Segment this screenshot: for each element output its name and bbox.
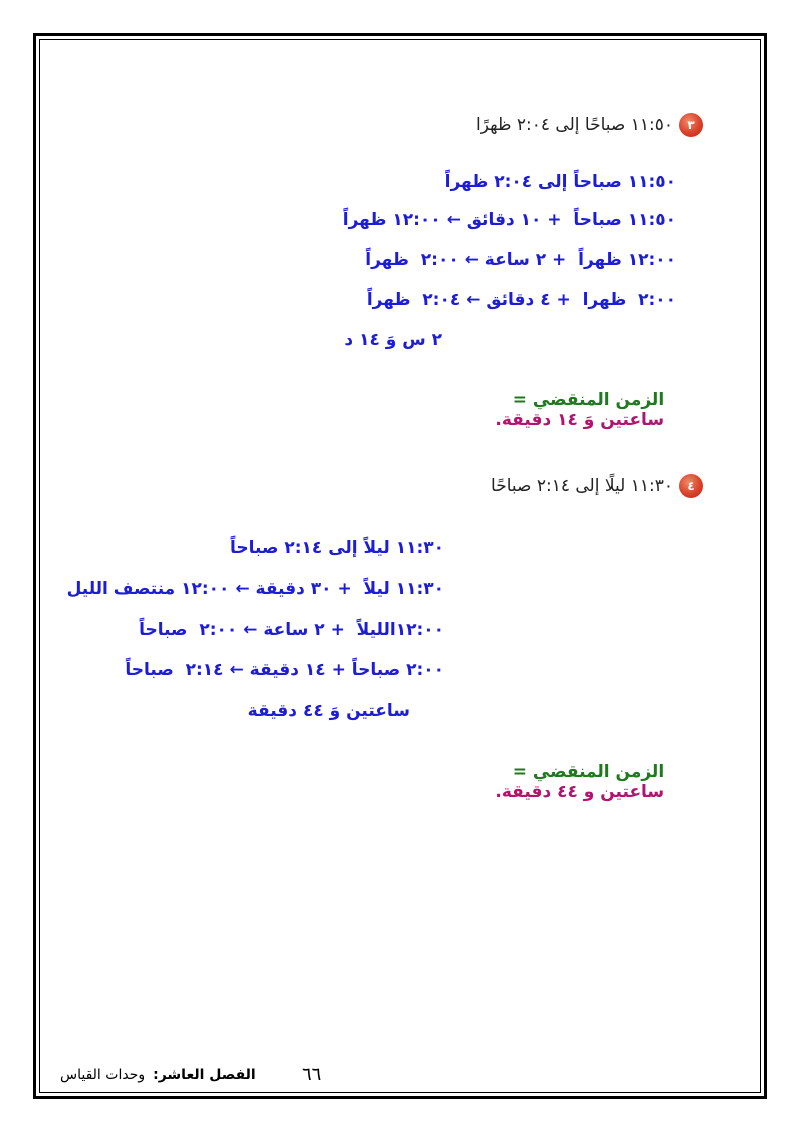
solution-line: ١١:٣٠ ليلاً إلى ٢:١٤ صباحاً	[230, 538, 444, 558]
result-line	[495, 370, 676, 430]
result-value: ساعتين و ٤٤ دقيقة.	[495, 782, 665, 802]
result-value: ساعتين وَ ١٤ دقيقة.	[495, 410, 665, 430]
chapter-label: الفصل العاشر:	[153, 1067, 256, 1083]
chapter-title: وحدات القياس	[60, 1067, 146, 1083]
page-number: ٦٦	[302, 1064, 322, 1085]
problem-number-badge: ٤	[679, 474, 703, 498]
result-label: الزمن المنقضي =	[512, 390, 665, 410]
page-border-inner	[39, 39, 761, 1093]
solution-line: ٢:٠٠ صباحاً + ١٤ دقيقة ← ٢:١٤ صباحاً	[125, 660, 444, 680]
solution-line: ١٢:٠٠الليلاً + ٢ ساعة ← ٢:٠٠ صباحاً	[139, 620, 444, 640]
problem-4-header	[491, 474, 703, 498]
solution-line: ساعتين وَ ٤٤ دقيقة	[247, 701, 410, 721]
problem-statement: ١١:٥٠ صباحًا إلى ٢:٠٤ ظهرًا	[476, 115, 673, 135]
page-footer	[60, 1067, 256, 1083]
solution-line: ٢ س وَ ١٤ د	[344, 330, 442, 350]
solution-line: ٢:٠٠ ظهرا + ٤ دقائق ← ٢:٠٤ ظهراً	[366, 290, 676, 310]
solution-line: ١١:٥٠ صباحاً + ١٠ دقائق ← ١٢:٠٠ ظهراً	[342, 210, 676, 230]
problem-3-header	[476, 113, 703, 137]
solution-line: ١٢:٠٠ ظهراً + ٢ ساعة ← ٢:٠٠ ظهراً	[365, 250, 676, 270]
result-label: الزمن المنقضي =	[512, 762, 665, 782]
solution-line: ١١:٣٠ ليلاً + ٣٠ دقيقة ← ١٢:٠٠ منتصف الليل	[66, 579, 444, 599]
result-line	[495, 742, 676, 802]
problem-number-badge: ٣	[679, 113, 703, 137]
problem-statement: ١١:٣٠ ليلًا إلى ٢:١٤ صباحًا	[491, 476, 673, 496]
solution-line: ١١:٥٠ صباحاً إلى ٢:٠٤ ظهراً	[444, 172, 676, 192]
